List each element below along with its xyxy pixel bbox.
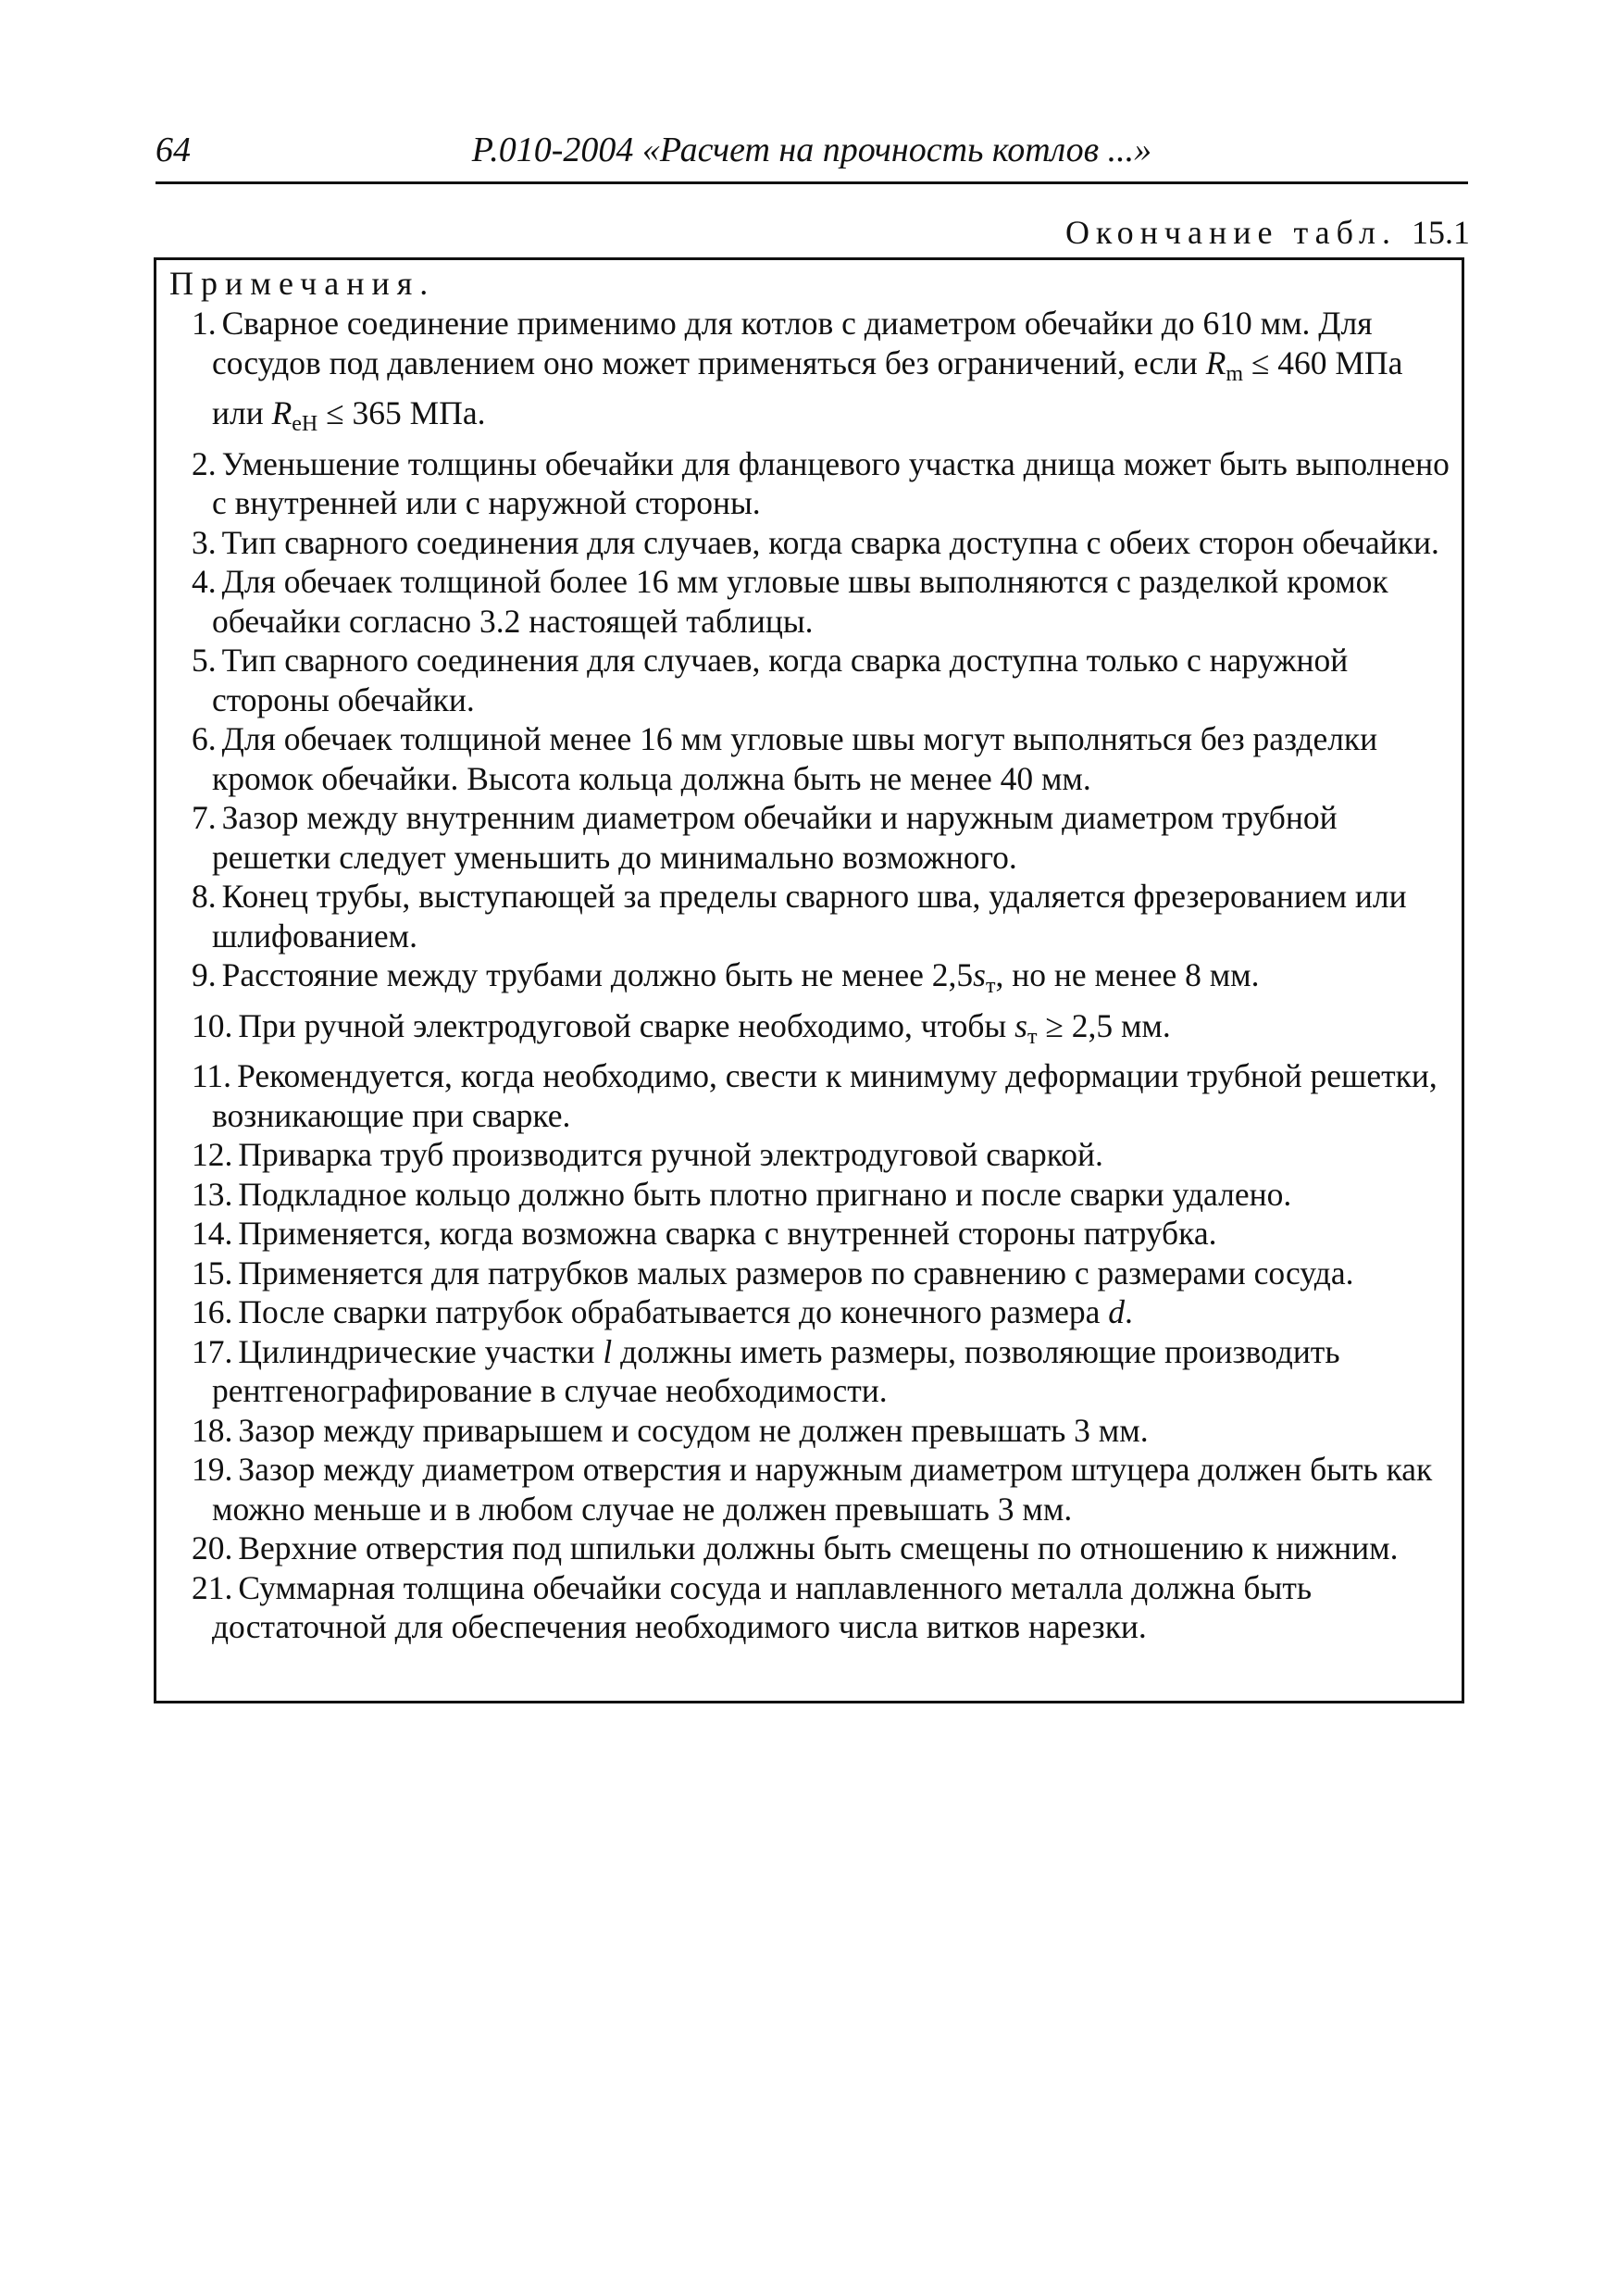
reh-symbol: R [271,394,292,431]
d-symbol: d [1108,1293,1126,1330]
note-5 [169,641,1452,719]
l-symbol: l [603,1332,613,1370]
note-2 [169,444,1452,523]
note-text: Зазор между диаметром отверстия и наружным диаметром штуцера должен быть как можно меньше и в любом случае не должен превышать 3 мм. [212,1451,1433,1528]
note-number: 8. [192,878,217,915]
note-1 [169,304,1452,444]
note-text: Суммарная толщина обечайки сосуда и наплавленного металла должна быть достаточной для обеспечения необходимого числа витков нарезки. [212,1568,1313,1645]
note-text: Зазор между внутренним диаметром обечайки и наружным диаметром трубной решетки следует уменьшить до минимально возможного. [212,799,1338,876]
s-symbol: s [973,956,986,993]
page-number: 64 [156,131,191,169]
note-number: 17. [192,1332,233,1370]
note-16 [169,1292,1452,1332]
note-text: После сварки патрубок обрабатывается до конечного размера [238,1293,1109,1330]
notes-box [154,257,1464,1703]
note-number: 13. [192,1175,233,1213]
note-number: 12. [192,1136,233,1173]
table-caption-number: 15.1 [1412,214,1470,251]
note-10 [169,1006,1452,1057]
note-text: Применяется для патрубков малых размеров по сравнению с размерами сосуда. [238,1254,1354,1292]
note-9 [169,955,1452,1006]
table-caption-label: Окончание табл. [1064,214,1397,251]
note-number: 20. [192,1529,233,1566]
note-15 [169,1254,1452,1293]
note-number: 7. [192,799,217,836]
note-tail: , но не менее 8 мм. [995,956,1260,993]
note-text: Для обечаек толщиной менее 16 мм угловые швы могут выполняться без разделки кромок обечайки. Высота кольца должна быть не менее 40 мм. [212,720,1378,797]
note-number: 3. [192,523,217,561]
note-number: 1. [192,305,217,342]
note-text: Зазор между приварышем и сосудом не должен превышать 3 мм. [238,1411,1149,1449]
note-number: 18. [192,1411,233,1449]
rm-subscript: m [1226,361,1244,386]
note-8 [169,877,1452,955]
table-caption [1065,213,1470,252]
note-tail: ≥ 2,5 мм. [1037,1006,1171,1044]
note-14 [169,1214,1452,1254]
note-number: 19. [192,1451,233,1488]
note-text: Подкладное кольцо должно быть плотно пригнано и после сварки удалено. [238,1175,1292,1213]
note-text: Расстояние между трубами должно быть не менее 2,5 [221,956,974,993]
note-text: Цилиндрические участки [238,1332,604,1370]
reh-value: ≤ 365 МПа. [317,394,486,431]
note-number: 2. [192,444,217,482]
note-number: 4. [192,563,217,600]
note-3 [169,523,1452,563]
note-7 [169,798,1452,877]
running-title: Р.010-2004 «Расчет на прочность котлов ...» [471,131,1152,169]
note-text: Приварка труб производится ручной электродуговой сваркой. [238,1136,1103,1173]
s-symbol: s [1014,1006,1027,1044]
notes-heading: Примечания. [169,265,436,302]
note-number: 14. [192,1215,233,1252]
note-number: 9. [192,956,217,993]
note-20 [169,1529,1452,1568]
note-19 [169,1450,1452,1529]
note-17 [169,1332,1452,1411]
note-18 [169,1411,1452,1451]
note-text: Верхние отверстия под шпильки должны быть смещены по отношению к нижним. [238,1529,1399,1566]
note-text: Применяется, когда возможна сварка с внутренней стороны патрубка. [238,1215,1217,1252]
note-tail: . [1125,1293,1133,1330]
note-number: 6. [192,720,217,757]
rm-value: ≤ 460 МПа или [212,343,1403,431]
note-12 [169,1135,1452,1175]
reh-subscript: eH [292,412,318,436]
note-11 [169,1056,1452,1135]
note-text: Конец трубы, выступающей за пределы сварного шва, удаляется фрезерованием или шлифованием. [212,878,1407,955]
note-number: 10. [192,1006,233,1044]
note-number: 21. [192,1568,233,1606]
note-6 [169,719,1452,798]
note-text: Для обечаек толщиной более 16 мм угловые швы выполняются с разделкой кромок обечайки согласно 3.2 настоящей таблицы. [212,563,1388,640]
rm-symbol: R [1205,343,1226,381]
note-number: 11. [192,1057,232,1094]
note-text: Рекомендуется, когда необходимо, свести к минимуму деформации трубной решетки, возникающие при сварке. [212,1057,1438,1134]
note-number: 15. [192,1254,233,1292]
note-text: При ручной электродуговой сварке необходимо, чтобы [238,1006,1015,1044]
note-text: Сварное соединение применимо для котлов с диаметром обечайки до 610 мм. Для сосудов под давлением оно может применяться без ограничений, если [212,305,1373,381]
s-subscript: т [985,974,996,998]
note-text: Уменьшение толщины обечайки для фланцевого участка днища может быть выполнено с внутренней или с наружной стороны. [212,444,1450,521]
note-number: 5. [192,642,217,679]
note-text: Тип сварного соединения для случаев, когда сварка доступна с обеих сторон обечайки. [221,523,1439,561]
note-tail: должны иметь размеры, позволяющие производить рентгенографирование в случае необходимости. [212,1332,1340,1409]
note-4 [169,562,1452,641]
note-13 [169,1175,1452,1215]
note-21 [169,1568,1452,1647]
page-header [156,126,1468,184]
note-text: Тип сварного соединения для случаев, когда сварка доступна только с наружной стороны обечайки. [212,642,1349,718]
note-number: 16. [192,1293,233,1330]
s-subscript: т [1027,1024,1038,1049]
